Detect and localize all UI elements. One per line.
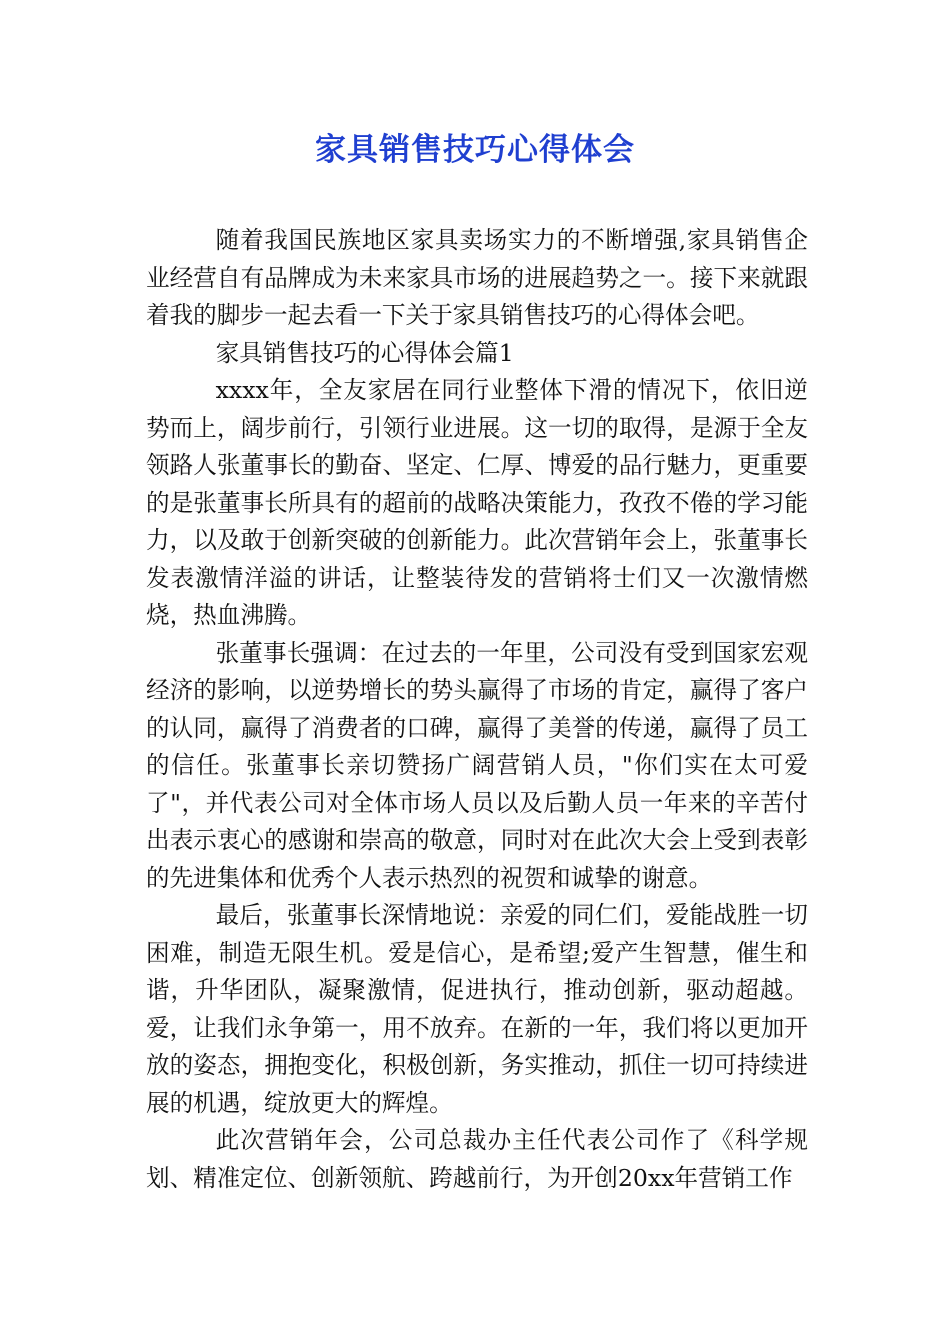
paragraph-closing-speech: 最后，张董事长深情地说：亲爱的同仁们，爱能战胜一切困难，制造无限生机。爱是信心，是希望;爱产生智慧，催生和谐，升华团队，凝聚激情，促进执行，推动创新，驱动超越。爱，让我们永争第一，用不放弃。在新的一年，我们将以更加开放的姿态，拥抱变化，积极创新，务实推动，抓住一切可持续进展的机遇，绽放更大的辉煌。 (146, 901, 808, 1117)
paragraph-annual-meeting: 此次营销年会，公司总裁办主任代表公司作了《科学规划、精准定位、创新领航、跨越前行，为开创20xx年营销工作 (146, 1126, 808, 1192)
section-heading: 家具销售技巧的心得体会篇1 (215, 338, 514, 367)
document-body (146, 222, 808, 1197)
paragraph-achievement: xxxx年，全友家居在同行业整体下滑的情况下，依旧逆势而上，阔步前行，引领行业进展。这一切的取得，是源于全友领路人张董事长的勤奋、坚定、仁厚、博爱的品行魅力，更重要的是张董事长所具有的超前的战略决策能力，孜孜不倦的学习能力，以及敢于创新突破的创新能力。此次营销年会上，张董事长发表激情洋溢的讲话，让整装待发的营销将士们又一次激情燃烧，热血沸腾。 (146, 376, 808, 629)
document-title: 家具销售技巧心得体会 (315, 132, 635, 168)
paragraph-emphasis: 张董事长强调：在过去的一年里，公司没有受到国家宏观经济的影响，以逆势增长的势头赢得了市场的肯定，赢得了客户的认同，赢得了消费者的口碑，赢得了美誉的传递，赢得了员工的信任。张董事长亲切赞扬广阔营销人员，"你们实在太可爱了"，并代表公司对全体市场人员以及后勤人员一年来的辛苦付出表示衷心的感谢和崇高的敬意，同时对在此次大会上受到表彰的先进集体和优秀个人表示热烈的祝贺和诚挚的谢意。 (146, 638, 808, 892)
paragraph-intro: 随着我国民族地区家具卖场实力的不断增强,家具销售企业经营自有品牌成为未来家具市场的进展趋势之一。接下来就跟着我的脚步一起去看一下关于家具销售技巧的心得体会吧。 (146, 226, 808, 329)
